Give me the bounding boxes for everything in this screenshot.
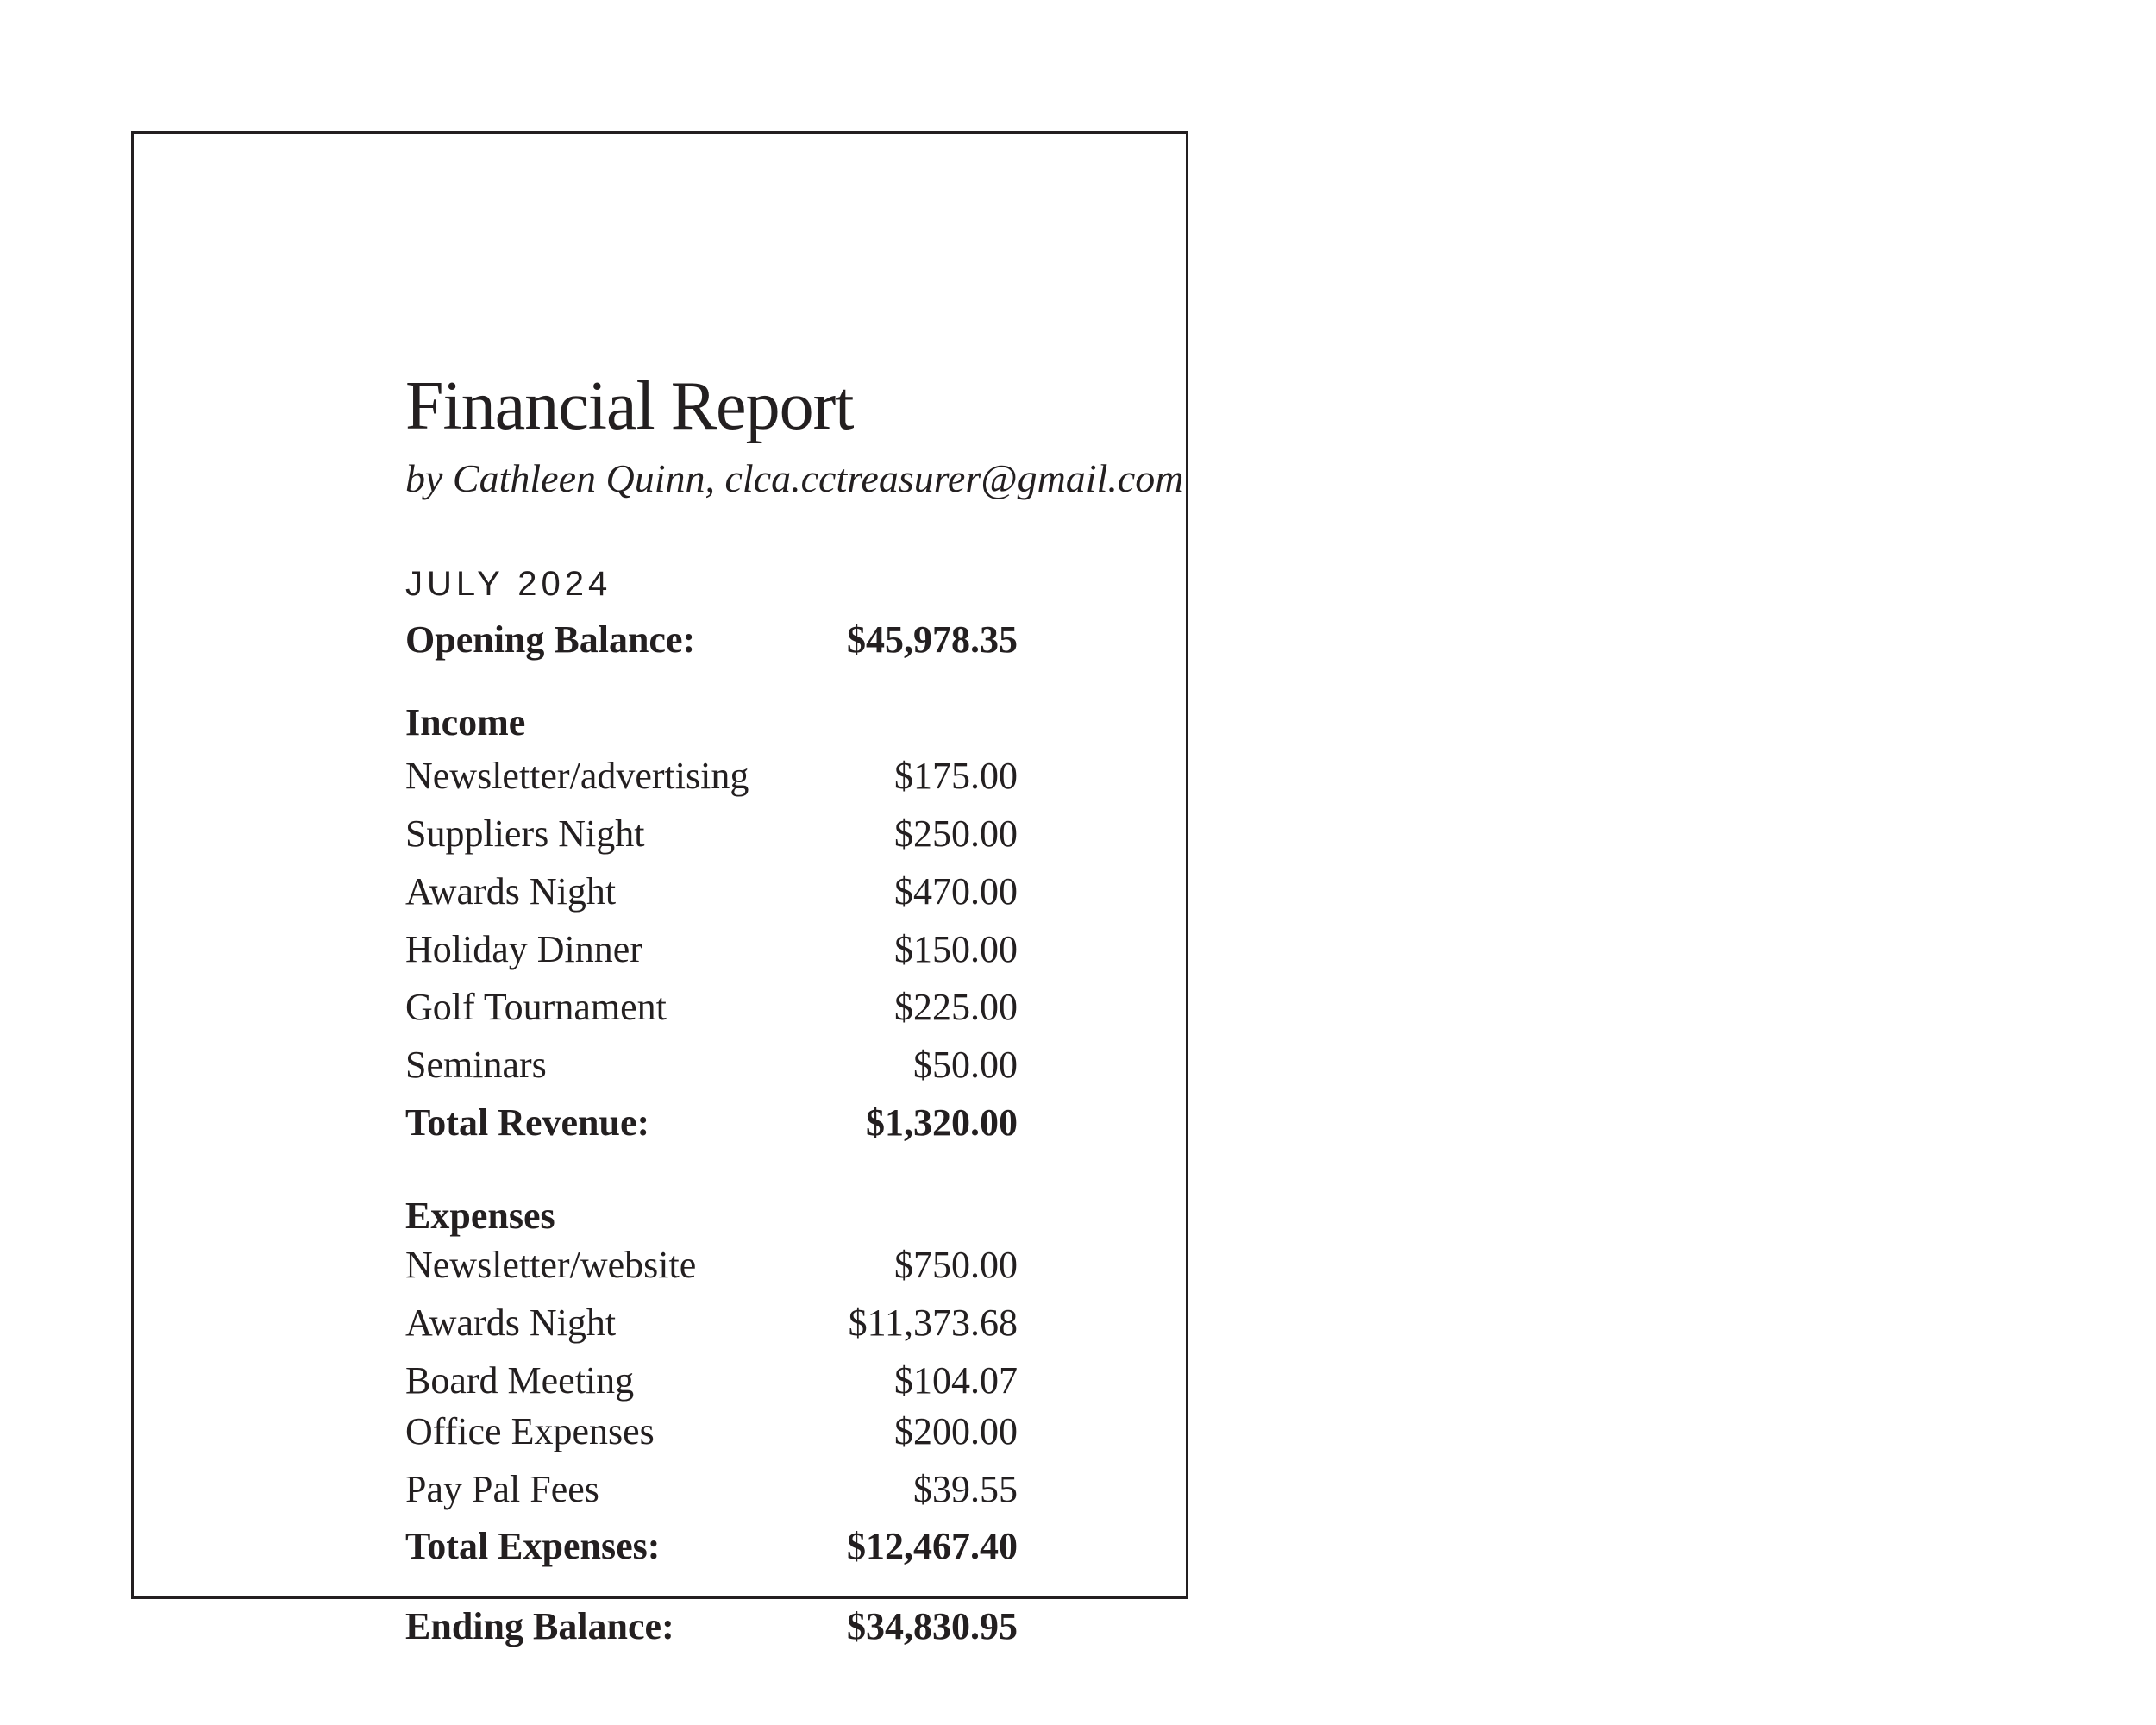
expense-row bbox=[405, 1297, 1018, 1349]
income-row bbox=[405, 750, 1018, 802]
opening-balance-row bbox=[405, 614, 1018, 666]
income-row bbox=[405, 982, 1018, 1033]
income-heading: Income bbox=[405, 701, 526, 743]
total-expenses-amount: $12,467.40 bbox=[847, 1525, 1018, 1567]
income-item-label: Holiday Dinner bbox=[405, 928, 642, 970]
total-expenses-label: Total Expenses: bbox=[405, 1525, 661, 1567]
ending-balance-label: Ending Balance: bbox=[405, 1605, 674, 1647]
report-byline: by Cathleen Quinn, clca.cctreasurer@gmail.com bbox=[405, 456, 1184, 500]
report-period: JULY 2024 bbox=[405, 565, 612, 603]
ending-balance-row bbox=[405, 1601, 1018, 1653]
expenses-heading: Expenses bbox=[405, 1195, 555, 1237]
income-item-amount: $250.00 bbox=[894, 812, 1018, 855]
total-revenue-amount: $1,320.00 bbox=[866, 1101, 1018, 1144]
expense-item-label: Pay Pal Fees bbox=[405, 1468, 599, 1510]
income-item-label: Suppliers Night bbox=[405, 812, 645, 855]
expense-row bbox=[405, 1464, 1018, 1515]
expense-item-label: Newsletter/website bbox=[405, 1244, 697, 1286]
expense-row bbox=[405, 1406, 1018, 1458]
expense-row bbox=[405, 1355, 1018, 1407]
income-row bbox=[405, 866, 1018, 918]
income-item-label: Newsletter/advertising bbox=[405, 755, 749, 797]
income-item-amount: $470.00 bbox=[894, 870, 1018, 913]
income-item-amount: $175.00 bbox=[894, 755, 1018, 797]
expense-item-amount: $104.07 bbox=[894, 1359, 1018, 1402]
expense-item-amount: $750.00 bbox=[894, 1244, 1018, 1286]
expense-item-label: Office Expenses bbox=[405, 1410, 655, 1452]
income-row bbox=[405, 808, 1018, 860]
expense-item-amount: $11,373.68 bbox=[848, 1302, 1018, 1344]
expense-row bbox=[405, 1239, 1018, 1291]
expense-item-label: Board Meeting bbox=[405, 1359, 635, 1402]
income-item-amount: $150.00 bbox=[894, 928, 1018, 970]
ending-balance-amount: $34,830.95 bbox=[847, 1605, 1018, 1647]
expense-item-amount: $200.00 bbox=[894, 1410, 1018, 1452]
total-revenue-label: Total Revenue: bbox=[405, 1101, 650, 1144]
income-item-label: Awards Night bbox=[405, 870, 617, 913]
total-expenses-row bbox=[405, 1521, 1018, 1572]
income-row bbox=[405, 924, 1018, 975]
income-row bbox=[405, 1039, 1018, 1091]
report-frame bbox=[131, 131, 1188, 1647]
report-title: Financial Report bbox=[405, 368, 854, 444]
opening-balance-label: Opening Balance: bbox=[405, 618, 696, 661]
total-revenue-row bbox=[405, 1097, 1018, 1149]
income-item-amount: $225.00 bbox=[894, 986, 1018, 1028]
income-item-label: Golf Tournament bbox=[405, 986, 667, 1028]
income-item-label: Seminars bbox=[405, 1044, 547, 1086]
expense-item-amount: $39.55 bbox=[913, 1468, 1018, 1510]
opening-balance-amount: $45,978.35 bbox=[847, 618, 1018, 661]
expense-item-label: Awards Night bbox=[405, 1302, 617, 1344]
income-item-amount: $50.00 bbox=[913, 1044, 1018, 1086]
